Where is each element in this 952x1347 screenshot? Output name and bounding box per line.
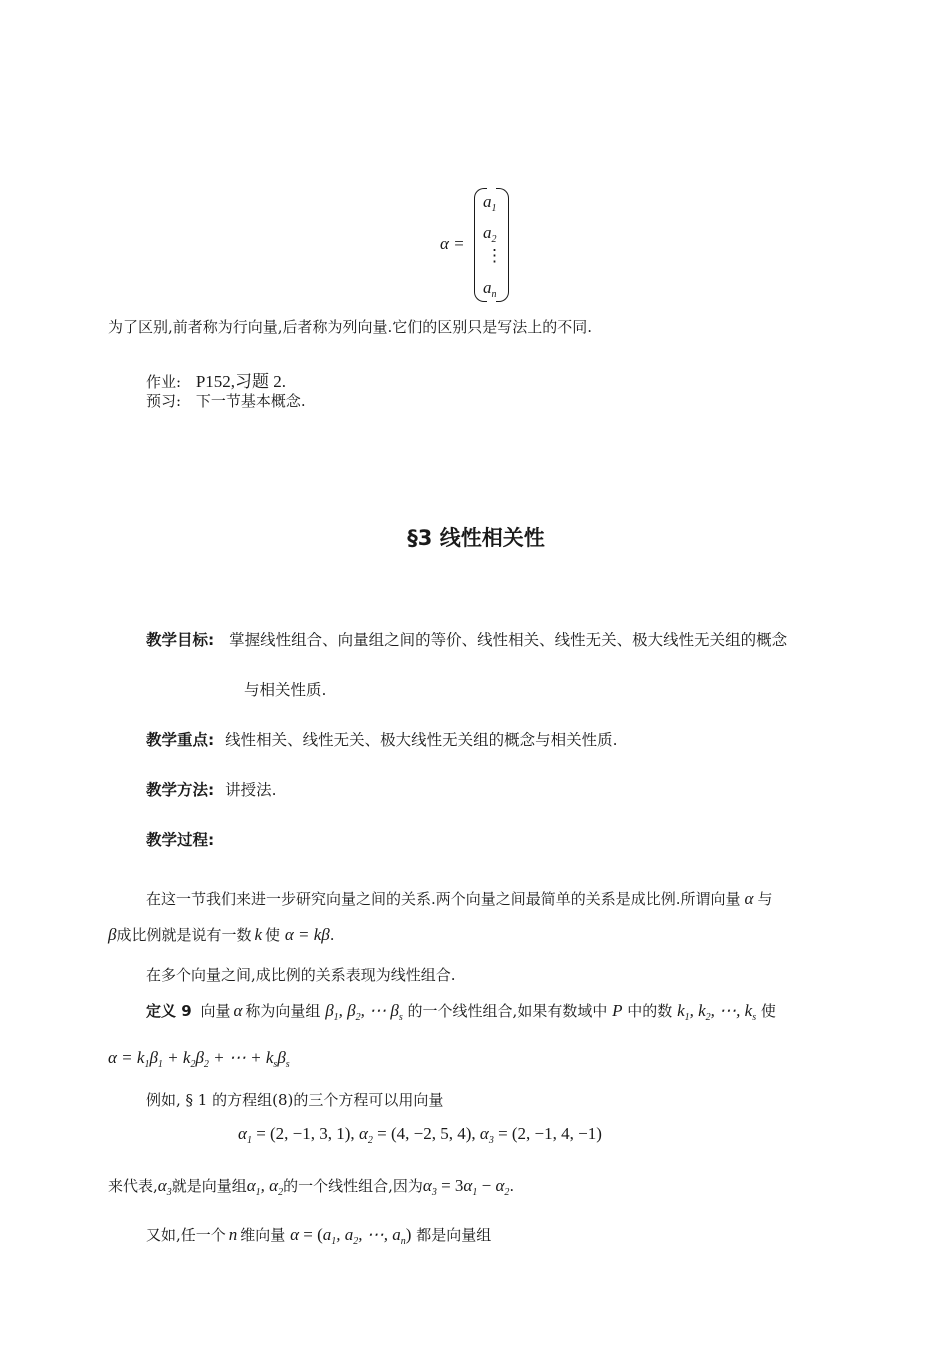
definition-label: 定义 9: [146, 1002, 192, 1020]
def-text1: 向量: [200, 1002, 231, 1020]
proportional-para-line2: [108, 924, 335, 945]
homework-text: P152,习题 2.: [195, 372, 287, 391]
goal-text-1: 掌握线性组合、向量组之间的等价、线性相关、线性无关、极大线性无关组的概念: [229, 631, 788, 649]
right-parenthesis: [496, 188, 509, 302]
vector-entry-2: $a_2$: [483, 223, 497, 245]
para1-text3: 成比例就是说有一数: [116, 926, 252, 944]
key-label: 教学重点:: [146, 731, 215, 749]
vector-entry-n: $a_n$: [483, 278, 497, 300]
goal-text-2: 与相关性质.: [244, 681, 327, 699]
last-text3: 都是向量组: [416, 1226, 492, 1244]
example-intro: 例如, § 1 的方程组(8)的三个方程可以用向量: [146, 1091, 444, 1109]
homework-line: [146, 367, 286, 392]
teaching-key: [146, 728, 618, 750]
last-line: [146, 1224, 491, 1247]
def-text2: 称为向量组: [245, 1002, 321, 1020]
combo-text4: .: [509, 1177, 515, 1195]
method-text: 讲授法.: [225, 781, 277, 799]
preview-label: 预习:: [146, 392, 182, 410]
def-beta-set: $\beta_1$, $\beta_2$, ⋯ $\beta_s$: [325, 1001, 403, 1023]
key-text: 线性相关、线性无关、极大线性无关组的概念与相关性质.: [225, 731, 618, 749]
homework-label: 作业:: [146, 373, 182, 391]
vector-entry-dots: ⋮: [486, 246, 503, 265]
k-symbol: k: [254, 925, 263, 944]
section-title: §3 线性相关性: [407, 526, 545, 550]
combo-alpha-set: $\alpha_1$, $\alpha_2$: [246, 1176, 284, 1198]
combo-alpha3: $\alpha_3$: [157, 1176, 172, 1198]
linear-combination-intro: 在多个向量之间,成比例的关系表现为线性组合.: [146, 966, 456, 984]
last-equation: $\alpha = (a_1$, $a_2$, ⋯, $a_n$): [290, 1225, 412, 1247]
def-field: P: [612, 1001, 623, 1020]
para1-text1: 在这一节我们来进一步研究向量之间的关系.两个向量之间最简单的关系是成比例.所谓向量: [146, 890, 741, 908]
proportional-equation: α = kβ: [284, 925, 330, 944]
teaching-goal: [146, 628, 787, 650]
combo-equation: $\alpha_3 = 3\alpha_1 - \alpha_2$: [422, 1176, 510, 1198]
proportional-para-line1: [146, 888, 773, 909]
combo-text1: 来代表,: [108, 1177, 158, 1195]
preview-text: 下一节基本概念.: [195, 392, 306, 410]
row-column-note: 为了区别,前者称为行向量,后者称为列向量.它们的区别只是写法上的不同.: [108, 318, 593, 336]
combination-line: [108, 1175, 514, 1198]
para1-text4: 使: [265, 926, 281, 944]
definition-equation: $\alpha = k_1\beta_1 + k_2\beta_2$ + ⋯ + $k_s\beta_s$: [108, 1048, 290, 1070]
last-text1: 又如,任一个: [146, 1226, 226, 1244]
teaching-method: [146, 778, 277, 800]
column-vector: [440, 188, 520, 304]
method-label: 教学方法:: [146, 781, 215, 799]
vector-lhs: α =: [440, 234, 465, 253]
def-text5: 使: [760, 1002, 776, 1020]
last-n: n: [228, 1225, 238, 1244]
combo-text2: 就是向量组: [171, 1177, 247, 1195]
process-label: 教学过程:: [146, 831, 215, 849]
def-text4: 中的数: [627, 1002, 673, 1020]
vector-entry-1: $a_1$: [483, 192, 497, 214]
alpha-symbol: α: [744, 889, 754, 908]
def-k-set: $k_1$, $k_2$, ⋯, $k_s$: [677, 1001, 757, 1023]
preview-line: [146, 390, 306, 411]
beta-symbol: β: [108, 925, 117, 944]
definition-9: [146, 1000, 776, 1023]
goal-label: 教学目标:: [146, 631, 215, 649]
para1-text2: 与: [757, 890, 773, 908]
last-text2: 维向量: [240, 1226, 286, 1244]
vectors-equation: $\alpha_1 = (2$, −1, 3, 1), $\alpha_2 = (4$, −2, 5, 4), $\alpha_3 = (2$, −1, 4, −1): [238, 1124, 602, 1146]
def-text3: 的一个线性组合,如果有数域中: [407, 1002, 608, 1020]
para1-text5: .: [329, 926, 335, 944]
def-alpha: α: [233, 1001, 243, 1020]
combo-text3: 的一个线性组合,因为: [283, 1177, 423, 1195]
